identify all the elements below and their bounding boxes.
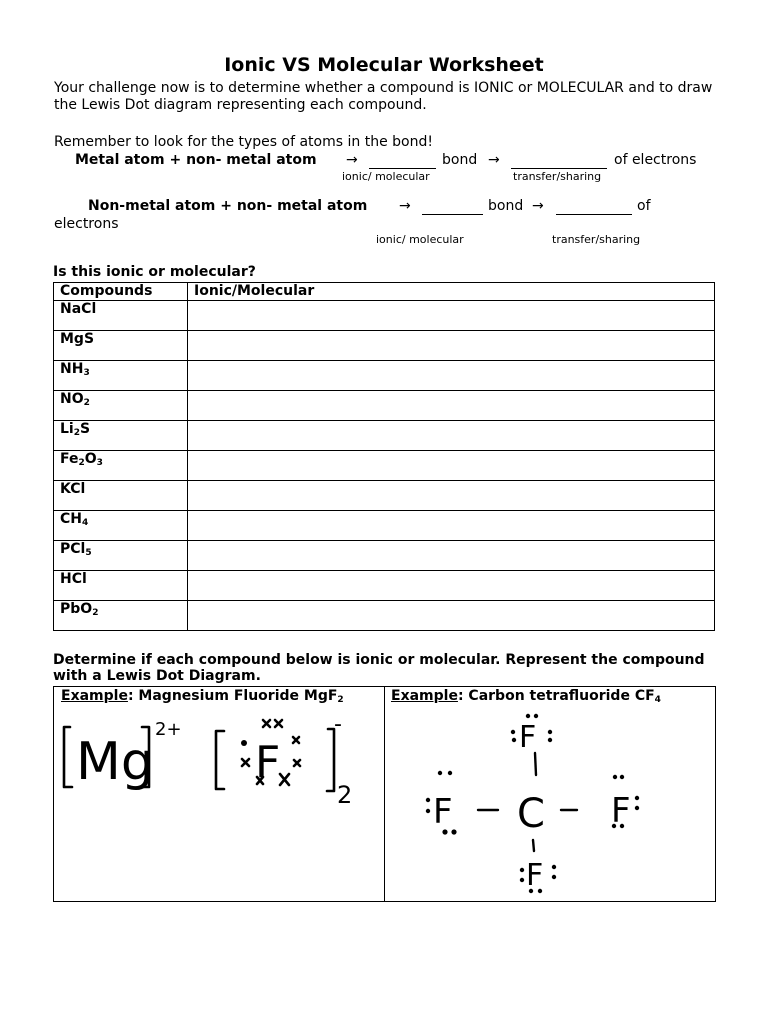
fluorine-top: F [519,720,537,755]
compound-cell: NaCl [54,301,188,331]
rule2-bond: bond [488,198,524,214]
f-left-bracket [216,731,224,789]
electron-dot [635,796,639,800]
electron-dot [426,809,430,813]
table-header-row [54,283,715,301]
electron-dot [426,798,430,802]
determine-instructions: Determine if each compound below is ionic or molecular. Represent the compound with a Lewis Dot Diagram. [53,652,705,684]
page-title: Ionic VS Molecular Worksheet [224,54,544,76]
rule1-tail: of electrons [614,152,697,168]
remember-text: Remember to look for the types of atoms in the bond! [54,134,433,150]
electron-dot [241,740,247,746]
mg-left-bracket [64,727,72,787]
table-row [54,451,715,481]
electron-cross [280,774,289,785]
fluorine-bottom: F [526,858,544,893]
answer-cell[interactable] [188,301,715,331]
electron-dot [512,738,516,742]
compound-cell: MgS [54,331,188,361]
f-right-bracket [327,729,334,791]
rule2-arrow: → [399,198,411,214]
rule1-bond: bond [442,152,478,168]
rule1-lead: Metal atom + non- metal atom [75,152,317,168]
table-row [54,301,715,331]
rule2-tail2: electrons [54,216,119,232]
rule2-lead: Non-metal atom + non- metal atom [88,198,368,214]
rule2-blank-bond[interactable] [422,201,483,215]
intro-text: Your challenge now is to determine whether a compound is IONIC or MOLECULAR and to draw the Lewis Dot diagram representing each compound. [54,80,713,113]
f-symbol: F [255,737,281,788]
rule2-arrow2: → [532,198,544,214]
rule2-hint-transfer: transfer/sharing [552,233,641,246]
table-row [54,541,715,571]
cf4-lewis-diagram [385,687,715,901]
table-row [54,331,715,361]
compound-cell: KCl [54,481,188,511]
examples-box [53,686,716,902]
electron-dot [448,771,452,775]
fluorine-left: F [433,792,453,832]
electron-dot [548,730,552,734]
mgf2-lewis-diagram [54,711,384,901]
electron-cross [294,760,300,766]
table-row [54,511,715,541]
f-count: 2 [337,781,353,809]
electron-cross [263,720,270,727]
answer-cell[interactable] [188,361,715,391]
mg-charge: 2+ [155,719,182,740]
bond-bottom [533,840,534,851]
answer-cell[interactable] [188,481,715,511]
f-charge: - [334,712,342,737]
bond-top [535,753,536,775]
header-compounds: Compounds [54,283,188,301]
rule1-blank-electrons[interactable] [511,155,607,169]
compound-cell: $Fe_2O_3$ [54,451,188,481]
compound-cell: $NH_3$ [54,361,188,391]
table-row [54,361,715,391]
electron-cross [242,759,249,766]
compound-cell: PCl$_5$ [54,541,188,571]
rule1-hint-ionic: ionic/ molecular [342,170,430,183]
electron-dot [635,806,639,810]
rule1-arrow: → [346,152,358,168]
table-row [54,601,715,631]
rule1-hint-transfer: transfer/sharing [513,170,602,183]
answer-cell[interactable] [188,541,715,571]
answer-cell[interactable] [188,571,715,601]
rule2-hint-ionic: ionic/ molecular [376,233,464,246]
answer-cell[interactable] [188,331,715,361]
answer-cell[interactable] [188,391,715,421]
electron-dot [552,875,556,879]
answer-cell[interactable] [188,421,715,451]
electron-dot [438,771,442,775]
compound-cell: $Li_2S$ [54,421,188,451]
electron-dot [511,730,515,734]
compound-cell: $NO_2$ [54,391,188,421]
header-ionic-molecular: Ionic/Molecular [188,283,715,301]
electron-dot [613,775,617,779]
electron-dot [552,865,556,869]
carbon-center: C [517,791,545,837]
table-row [54,391,715,421]
electron-dot [526,714,530,718]
example2-title: Example: Carbon tetrafluoride $CF_4$ [391,688,661,705]
rule1-arrow2: → [488,152,500,168]
electron-cross [293,737,299,743]
electron-dot [534,714,538,718]
compound-cell: HCl [54,571,188,601]
table-row [54,571,715,601]
answer-cell[interactable] [188,511,715,541]
fluorine-right: F [611,791,631,831]
electron-dot [520,868,524,872]
compound-cell: $CH_4$ [54,511,188,541]
compounds-table [53,282,715,631]
rule2-blank-electrons[interactable] [556,201,632,215]
electron-dot [548,738,552,742]
answer-cell[interactable] [188,451,715,481]
table-row [54,481,715,511]
rule2-tail: of [637,198,651,214]
electron-cross [275,720,282,727]
mg-symbol: Mg [76,732,154,792]
rule1-blank-bond[interactable] [369,155,436,169]
electron-dot [620,775,624,779]
table-row [54,421,715,451]
example1-title: Example: Magnesium Fluoride MgF$_2$ [61,688,344,705]
answer-cell[interactable] [188,601,715,631]
compound-cell: PbO$_2$ [54,601,188,631]
question-heading: Is this ionic or molecular? [53,264,256,280]
electron-dot [520,878,524,882]
